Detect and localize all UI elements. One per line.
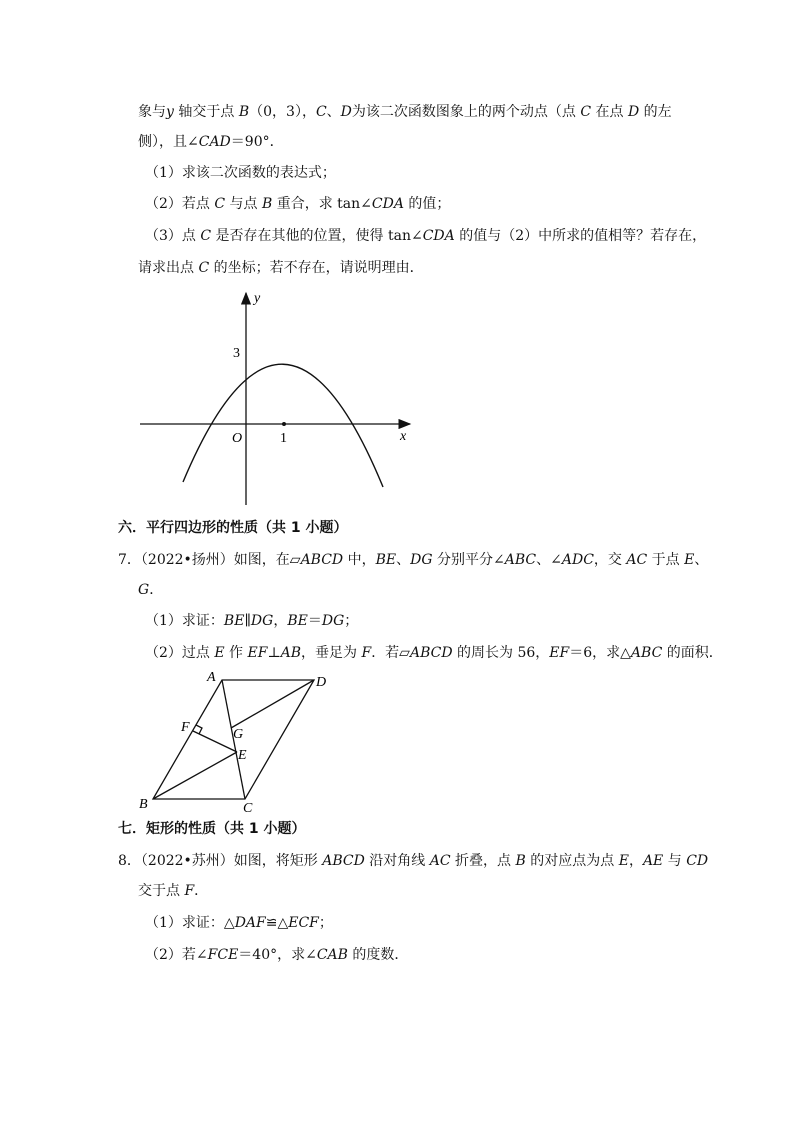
text-run: 与点 [225, 196, 262, 212]
text-run: 请求出点 [138, 260, 199, 276]
text-run: ＝6，求△ [569, 645, 631, 661]
text-run: 、 [326, 104, 341, 120]
math-var: B [515, 853, 526, 869]
text-run: 中， [343, 552, 376, 568]
math-var: ABC [504, 552, 537, 568]
math-var: EF [549, 645, 570, 661]
text-run: 的左 [639, 104, 672, 120]
math-var: C [200, 228, 212, 244]
text-run: 沿对角线 [364, 853, 430, 869]
text-run: ＝40°，求∠ [238, 947, 317, 963]
x-axis-label: x [400, 429, 407, 444]
math-var: AE [642, 853, 664, 869]
text-run: （1）求证： [145, 613, 224, 629]
bisector-be [153, 752, 237, 799]
text-run: ； [318, 915, 333, 931]
q8-line2 [138, 881, 208, 901]
text-run: ≌△ [265, 915, 289, 931]
text-run: ， [273, 613, 288, 629]
math-var: DG [410, 552, 433, 568]
math-var: CDA [371, 196, 404, 212]
q8-line1 [118, 851, 708, 871]
math-var: DAF [234, 915, 266, 931]
text-run: 分别平分∠ [432, 552, 505, 568]
math-var: FCE [207, 947, 239, 963]
math-var: E [684, 552, 695, 568]
text-run: ， [628, 853, 643, 869]
text-run: 与 [663, 853, 687, 869]
y-tick-3: 3 [233, 346, 240, 361]
section-7-heading: 七．矩形的性质（共 1 小题） [118, 821, 306, 837]
label-d: D [316, 675, 327, 690]
label-c: C [243, 801, 253, 816]
text-run: 为该二次函数图象上的两个动点（点 [351, 104, 581, 120]
text-run: ∥ [244, 613, 251, 629]
math-var: D [340, 104, 352, 120]
text-run: （3）点 [145, 228, 201, 244]
text-run: 、 [396, 552, 411, 568]
label-g: G [233, 727, 244, 742]
math-var: C [315, 104, 327, 120]
math-var: F [184, 883, 195, 899]
text-run: （2）过点 [145, 645, 215, 661]
text-run: ． [194, 883, 209, 899]
text-run: 的坐标；若不存在，请说明理由． [209, 260, 424, 276]
text-run: 的周长为 56， [452, 645, 550, 661]
math-var: CD [686, 853, 709, 869]
text-run: ．若▱ [371, 645, 410, 661]
text-run: （2）若∠ [145, 947, 208, 963]
text-run: 轴交于点 [173, 104, 239, 120]
label-e: E [238, 748, 247, 763]
math-var: C [214, 196, 226, 212]
text-run: ； [344, 613, 359, 629]
math-var: ABCD [322, 853, 365, 869]
text-run: 侧），且∠ [138, 134, 199, 150]
math-var: CDA [422, 228, 455, 244]
math-var: ABCD [300, 552, 344, 568]
text-run: ，垂足为 [301, 645, 362, 661]
math-var: AB [280, 645, 302, 661]
text-run: 的面积． [662, 645, 723, 661]
text-run: 、 [694, 552, 709, 568]
math-var: C [198, 260, 210, 276]
text-run: 是否存在其他的位置，使得 tan∠ [211, 228, 423, 244]
x-tick-1: 1 [280, 431, 287, 446]
math-var: B [261, 196, 273, 212]
text-run: 折叠，点 [450, 853, 516, 869]
label-f: F [181, 720, 190, 735]
text-run: 在点 [591, 104, 628, 120]
origin-label: O [232, 431, 243, 446]
y-axis-label: y [254, 291, 261, 306]
text-run: 作 [224, 645, 248, 661]
text-run: 7．（2022•扬州）如图，在▱ [118, 552, 301, 568]
math-var: BE [287, 613, 308, 629]
math-var: B [238, 104, 250, 120]
math-var: AC [626, 552, 648, 568]
text-run: 的度数． [347, 947, 409, 963]
math-var: G [138, 582, 150, 598]
q6-part1: （1）求该二次函数的表达式； [145, 165, 336, 181]
text-run: ． [149, 582, 164, 598]
text-run: 的值与（2）中所求的值相等？若存在， [454, 228, 707, 244]
text-run: ＝ [307, 613, 322, 629]
math-var: CAD [198, 134, 231, 150]
label-a: A [207, 670, 216, 685]
text-run: ＝90°． [230, 134, 284, 150]
text-run: （1）求证：△ [145, 915, 235, 931]
text-run: （0，3）， [249, 104, 316, 120]
math-var: BE [223, 613, 245, 629]
math-var: F [361, 645, 372, 661]
text-run: 交于点 [138, 883, 185, 899]
text-run: （2）若点 [145, 196, 215, 212]
math-var: DG [321, 613, 345, 629]
math-var: E [618, 853, 629, 869]
text-run: ⊥ [267, 645, 281, 661]
text-run: 的值； [403, 196, 451, 212]
text-run: 、∠ [536, 552, 562, 568]
label-b: B [139, 797, 148, 812]
bisector-dg [231, 680, 314, 728]
math-var: ABCD [409, 645, 453, 661]
math-var: E [214, 645, 225, 661]
math-var: DG [250, 613, 274, 629]
text-run: 重合，求 tan∠ [272, 196, 372, 212]
text-run: 象与 [138, 104, 166, 120]
math-var: CAB [316, 947, 348, 963]
math-var: BE [375, 552, 397, 568]
math-var: ECF [288, 915, 319, 931]
math-var: EF [247, 645, 268, 661]
math-var: ADC [561, 552, 594, 568]
text-run: 8．（2022•苏州）如图，将矩形 [118, 853, 323, 869]
q8-part2 [145, 945, 408, 965]
math-var: ABC [630, 645, 663, 661]
text-run: 于点 [647, 552, 685, 568]
math-var: D [627, 104, 640, 120]
math-var: y [166, 104, 174, 120]
text-run: 的对应点为点 [525, 853, 619, 869]
math-var: C [580, 104, 592, 120]
q8-part1 [145, 913, 333, 933]
text-run: ，交 [593, 552, 627, 568]
math-var: AC [429, 853, 451, 869]
section-6-heading: 六．平行四边形的性质（共 1 小题） [118, 520, 348, 536]
